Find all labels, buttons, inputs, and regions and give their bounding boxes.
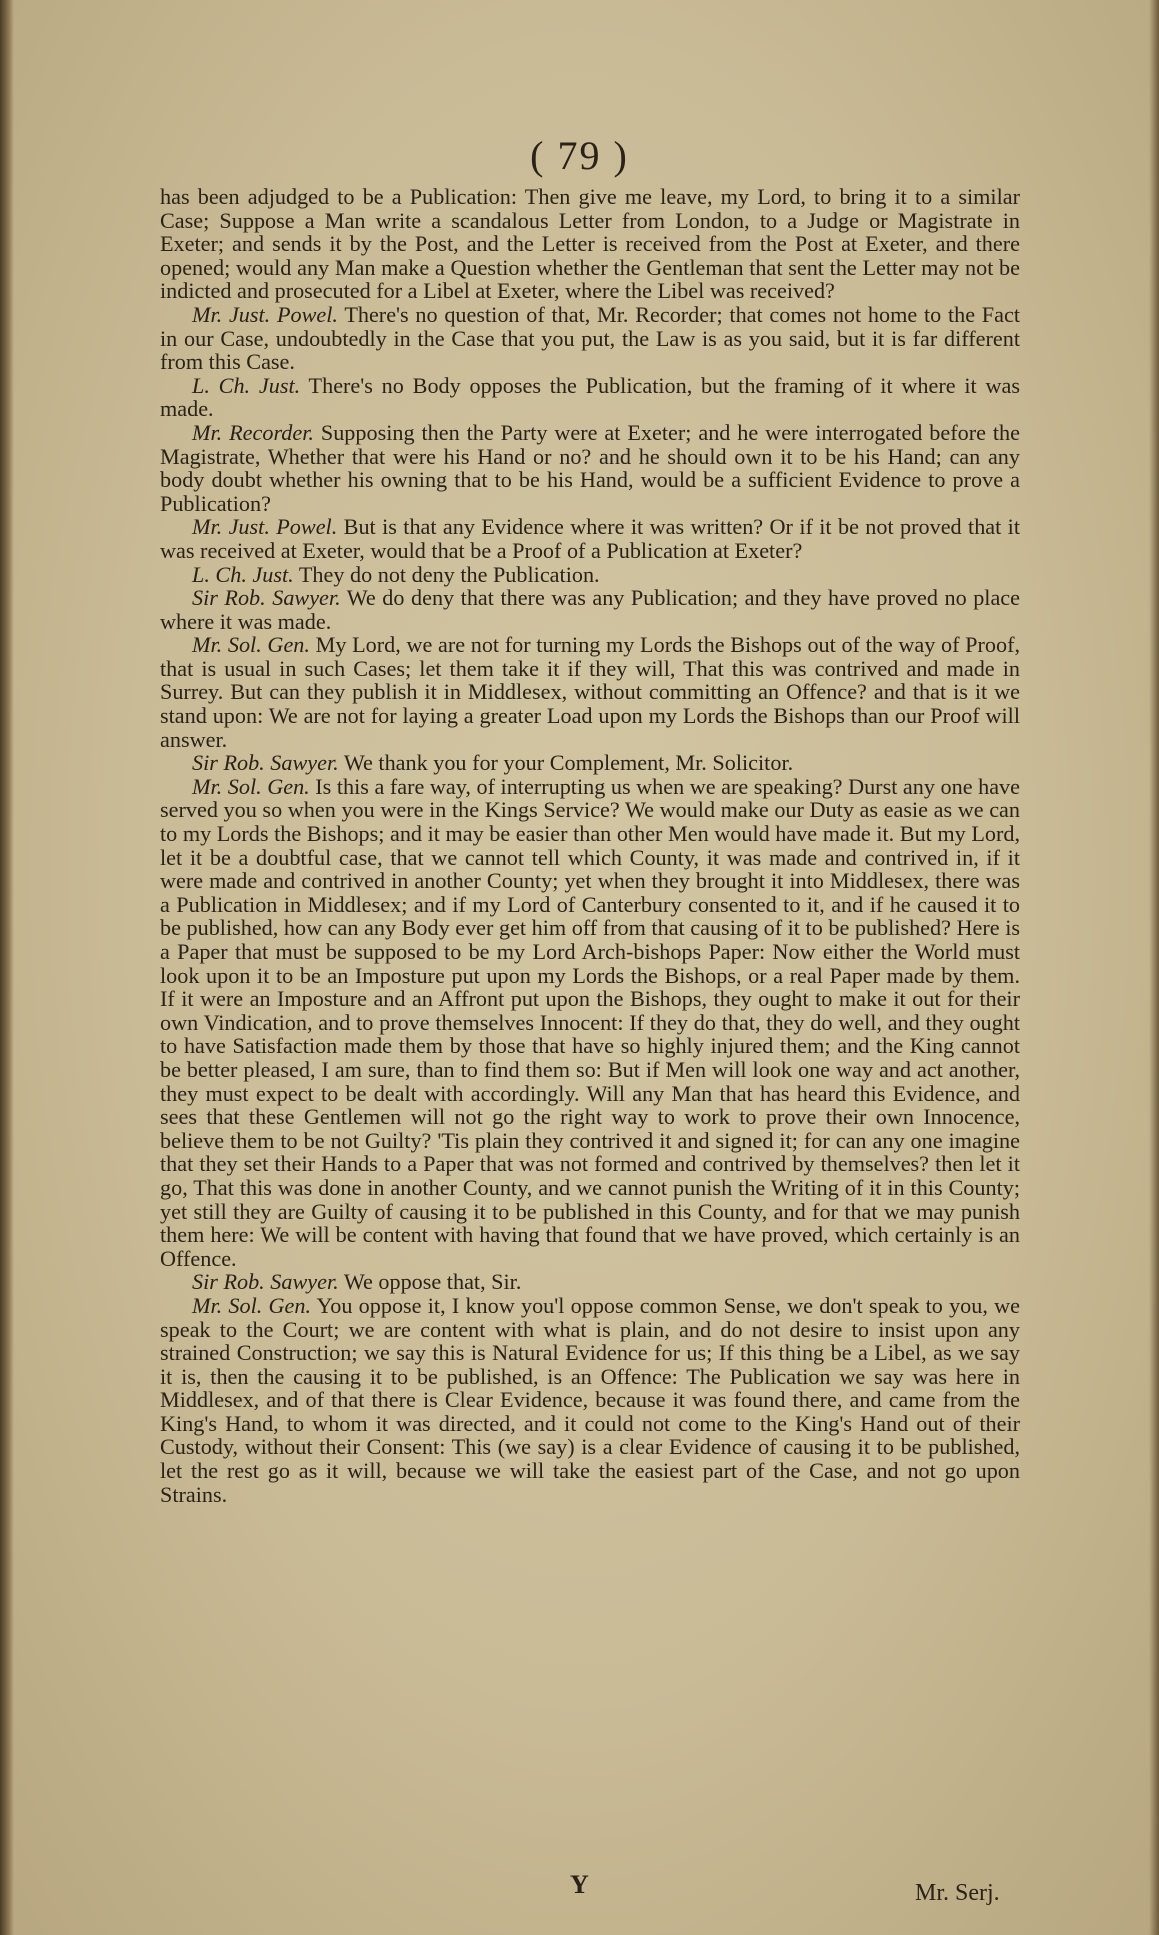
paragraph	[160, 586, 1020, 633]
paragraph	[160, 303, 1020, 374]
paragraph	[160, 633, 1020, 751]
signature-mark: Y	[570, 1870, 589, 1899]
speaker-label: Mr. Sol. Gen.	[192, 632, 310, 658]
paragraph	[160, 515, 1020, 562]
paragraph-text: You oppose it, I know you'l oppose common Sense, we don't speak to you, we speak to the Court; we are content with what is plain, and do not desire to insist upon any strained Construction; we say this is Natural Evidence for us; If this thing be a Libel, as we say it is, then the causing it to be published, is an Offence: The Publication we say was here in Middlesex, and of that there is Clear Evidence, because it was found there, and came from the King's Hand, to whom it was directed, and it could not come to the King's Hand out of their Custody, without their Consent: This (we say) is a clear Evidence of causing it to be published, let the rest go as it will, because we will take the easiest part of the Case, and not go upon Strains.	[160, 1292, 1020, 1507]
page-left-edge	[0, 0, 14, 1935]
paragraph-text: Supposing then the Party were at Exeter; and he were interrogated before the Magistrate, Whether that were his Hand or no? and he should own it to be his Hand; can any body doubt whether his owning that to be his Hand, would be a sufficient Evidence to prove a Publication?	[160, 419, 1020, 516]
paragraph	[160, 1270, 1020, 1294]
speaker-label: Sir Rob. Sawyer.	[192, 585, 341, 611]
speaker-label: Mr. Recorder.	[192, 419, 314, 445]
paragraph	[160, 751, 1020, 775]
paragraph	[160, 185, 1020, 303]
paragraph-text: Is this a fare way, of interrupting us when we are speaking? Durst any one have served you so when you were in the Kings Service? We would make our Duty as easie as we can to my Lords the Bishops; and it may be easier than other Men would have made it. But my Lord, let it be a doubtful case, that we cannot tell which County, it was made and contrived in, if it were made and contrived in another County; yet when they brought it into Middlesex, there was a Publication in Middlesex; and if my Lord of Canterbury consented to it, and if he caused it to be published, how can any Body ever get him off from that causing of it to be published? Here is a Paper that must be supposed to be my Lord Arch-bishops Paper: Now either the World must look upon it to be an Imposture put upon my Lords the Bishops, or a real Paper made by them. If it were an Imposture and an Affront put upon the Bishops, they ought to make it out for their own Vindication, and to prove themselves Innocent: If they do that, they do well, and they ought to have Satisfaction made them by those that have so highly injured them; and the King cannot be better pleased, I am sure, than to find them so: But if Men will look one way and act another, they must expect to be dealt with accordingly. Will any Man that has heard this Evidence, and sees that these Gentlemen will not go the right way to work to prove their own Innocence, believe them to be not Guilty? 'Tis plain they contrived it and signed it; for can any one imagine that they set their Hands to a Paper that was not formed and contrived by themselves? then let it go, That this was done in another County, and we cannot punish the Writing of it in this County; yet still they are Guilty of causing it to be published in this County, and for that we may punish them here: We will be content with having that found that we have proved, which certainly is an Offence.	[160, 773, 1020, 1271]
speaker-label: Mr. Just. Powel.	[192, 301, 338, 327]
speaker-label: Sir Rob. Sawyer.	[192, 1269, 339, 1295]
body-text	[160, 185, 1020, 1506]
paragraph	[160, 563, 1020, 587]
paragraph-text: They do not deny the Publication.	[298, 561, 600, 587]
paragraph	[160, 421, 1020, 515]
paragraph-text: My Lord, we are not for turning my Lords the Bishops out of the way of Proof, that is usual in such Cases; let them take it if they will, That this was contrived and made in Surrey. But can they publish it in Middlesex, without committing an Offence? and that is it we stand upon: We are not for laying a greater Load upon my Lords the Bishops than our Proof will answer.	[160, 632, 1020, 752]
paragraph	[160, 1294, 1020, 1506]
speaker-label: L. Ch. Just.	[192, 561, 294, 587]
speaker-label: Sir Rob. Sawyer.	[192, 750, 339, 776]
paragraph-text: has been adjudged to be a Publication: Then give me leave, my Lord, to bring it to a similar Case; Suppose a Man write a scandalous Letter from London, to a Judge or Magistrate in Exeter; and sends it by the Post, and the Letter is received from the Post at Exeter, and there opened; would any Man make a Question whether the Gentleman that sent the Letter may not be indicted and prosecuted for a Libel at Exeter, where the Libel was received?	[160, 184, 1020, 304]
paragraph-text: We oppose that, Sir.	[343, 1269, 522, 1295]
paragraph	[160, 374, 1020, 421]
paragraph-text: We do deny that there was any Publication; and they have proved no place where it was made.	[160, 585, 1020, 634]
page-right-edge	[1149, 0, 1159, 1935]
speaker-label: Mr. Sol. Gen.	[192, 1292, 312, 1318]
paragraph-text: There's no question of that, Mr. Recorder; that comes not home to the Fact in our Case, undoubtedly in the Case that you put, the Law is as you said, but it is far different from this Case.	[160, 301, 1020, 375]
speaker-label: L. Ch. Just.	[192, 372, 301, 398]
paragraph	[160, 775, 1020, 1270]
catchword: Mr. Serj.	[915, 1880, 1000, 1906]
paragraph-text: But is that any Evidence where it was written? Or if it be not proved that it was received at Exeter, would that be a Proof of a Publication at Exeter?	[160, 514, 1021, 563]
speaker-label: Mr. Just. Powel.	[192, 514, 338, 540]
paragraph-text: There's no Body opposes the Publication, but the framing of it where it was made.	[160, 372, 1020, 422]
paragraph-text: We thank you for your Complement, Mr. Solicitor.	[343, 750, 794, 776]
speaker-label: Mr. Sol. Gen.	[192, 773, 310, 799]
page-number: ( 79 )	[530, 133, 629, 178]
